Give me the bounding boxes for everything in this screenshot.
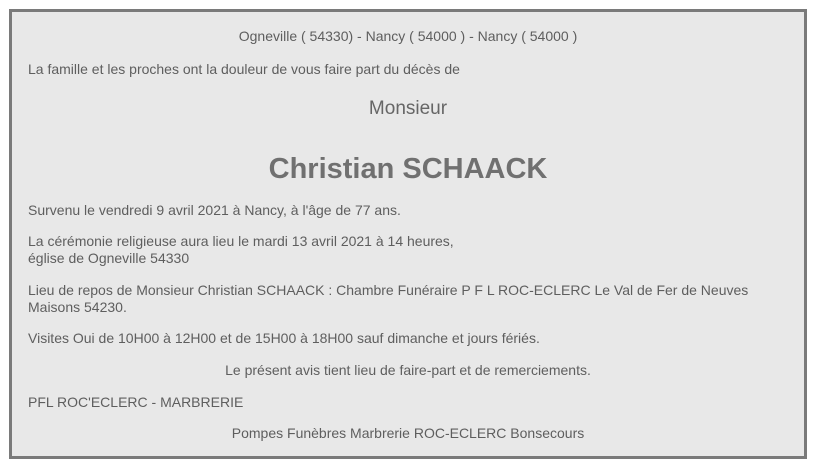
- ceremony-date: La cérémonie religieuse aura lieu le mardi 13 avril 2021 à 14 heures,: [28, 233, 454, 249]
- death-notice-card: [9, 9, 807, 459]
- deceased-name: Christian SCHAACK: [268, 153, 548, 185]
- civility-title: Monsieur: [368, 98, 448, 119]
- company-name: PFL ROC'ECLERC - MARBRERIE: [28, 394, 244, 410]
- intro-text: La famille et les proches ont la douleur de vous faire part du décès de: [28, 61, 460, 77]
- ceremony-place: église de Ogneville 54330: [28, 250, 190, 266]
- visiting-hours: Visites Oui de 10H00 à 12H00 et de 15H00 à 18H00 sauf dimanche et jours fériés.: [28, 330, 540, 346]
- funeral-home-name: Pompes Funèbres Marbrerie ROC-ECLERC Bonsecours: [231, 425, 585, 441]
- locations-line: Ogneville ( 54330) - Nancy ( 54000 ) - Nancy ( 54000 ): [238, 28, 578, 44]
- deceased-details: Survenu le vendredi 9 avril 2021 à Nancy, à l'âge de 77 ans.: [28, 202, 401, 218]
- acknowledgment-text: Le présent avis tient lieu de faire-part et de remerciements.: [225, 362, 591, 378]
- resting-place: Lieu de repos de Monsieur Christian SCHAACK : Chambre Funéraire P F L ROC-ECLERC Le Val de Fer de Neuves Maisons 54230.: [28, 282, 749, 315]
